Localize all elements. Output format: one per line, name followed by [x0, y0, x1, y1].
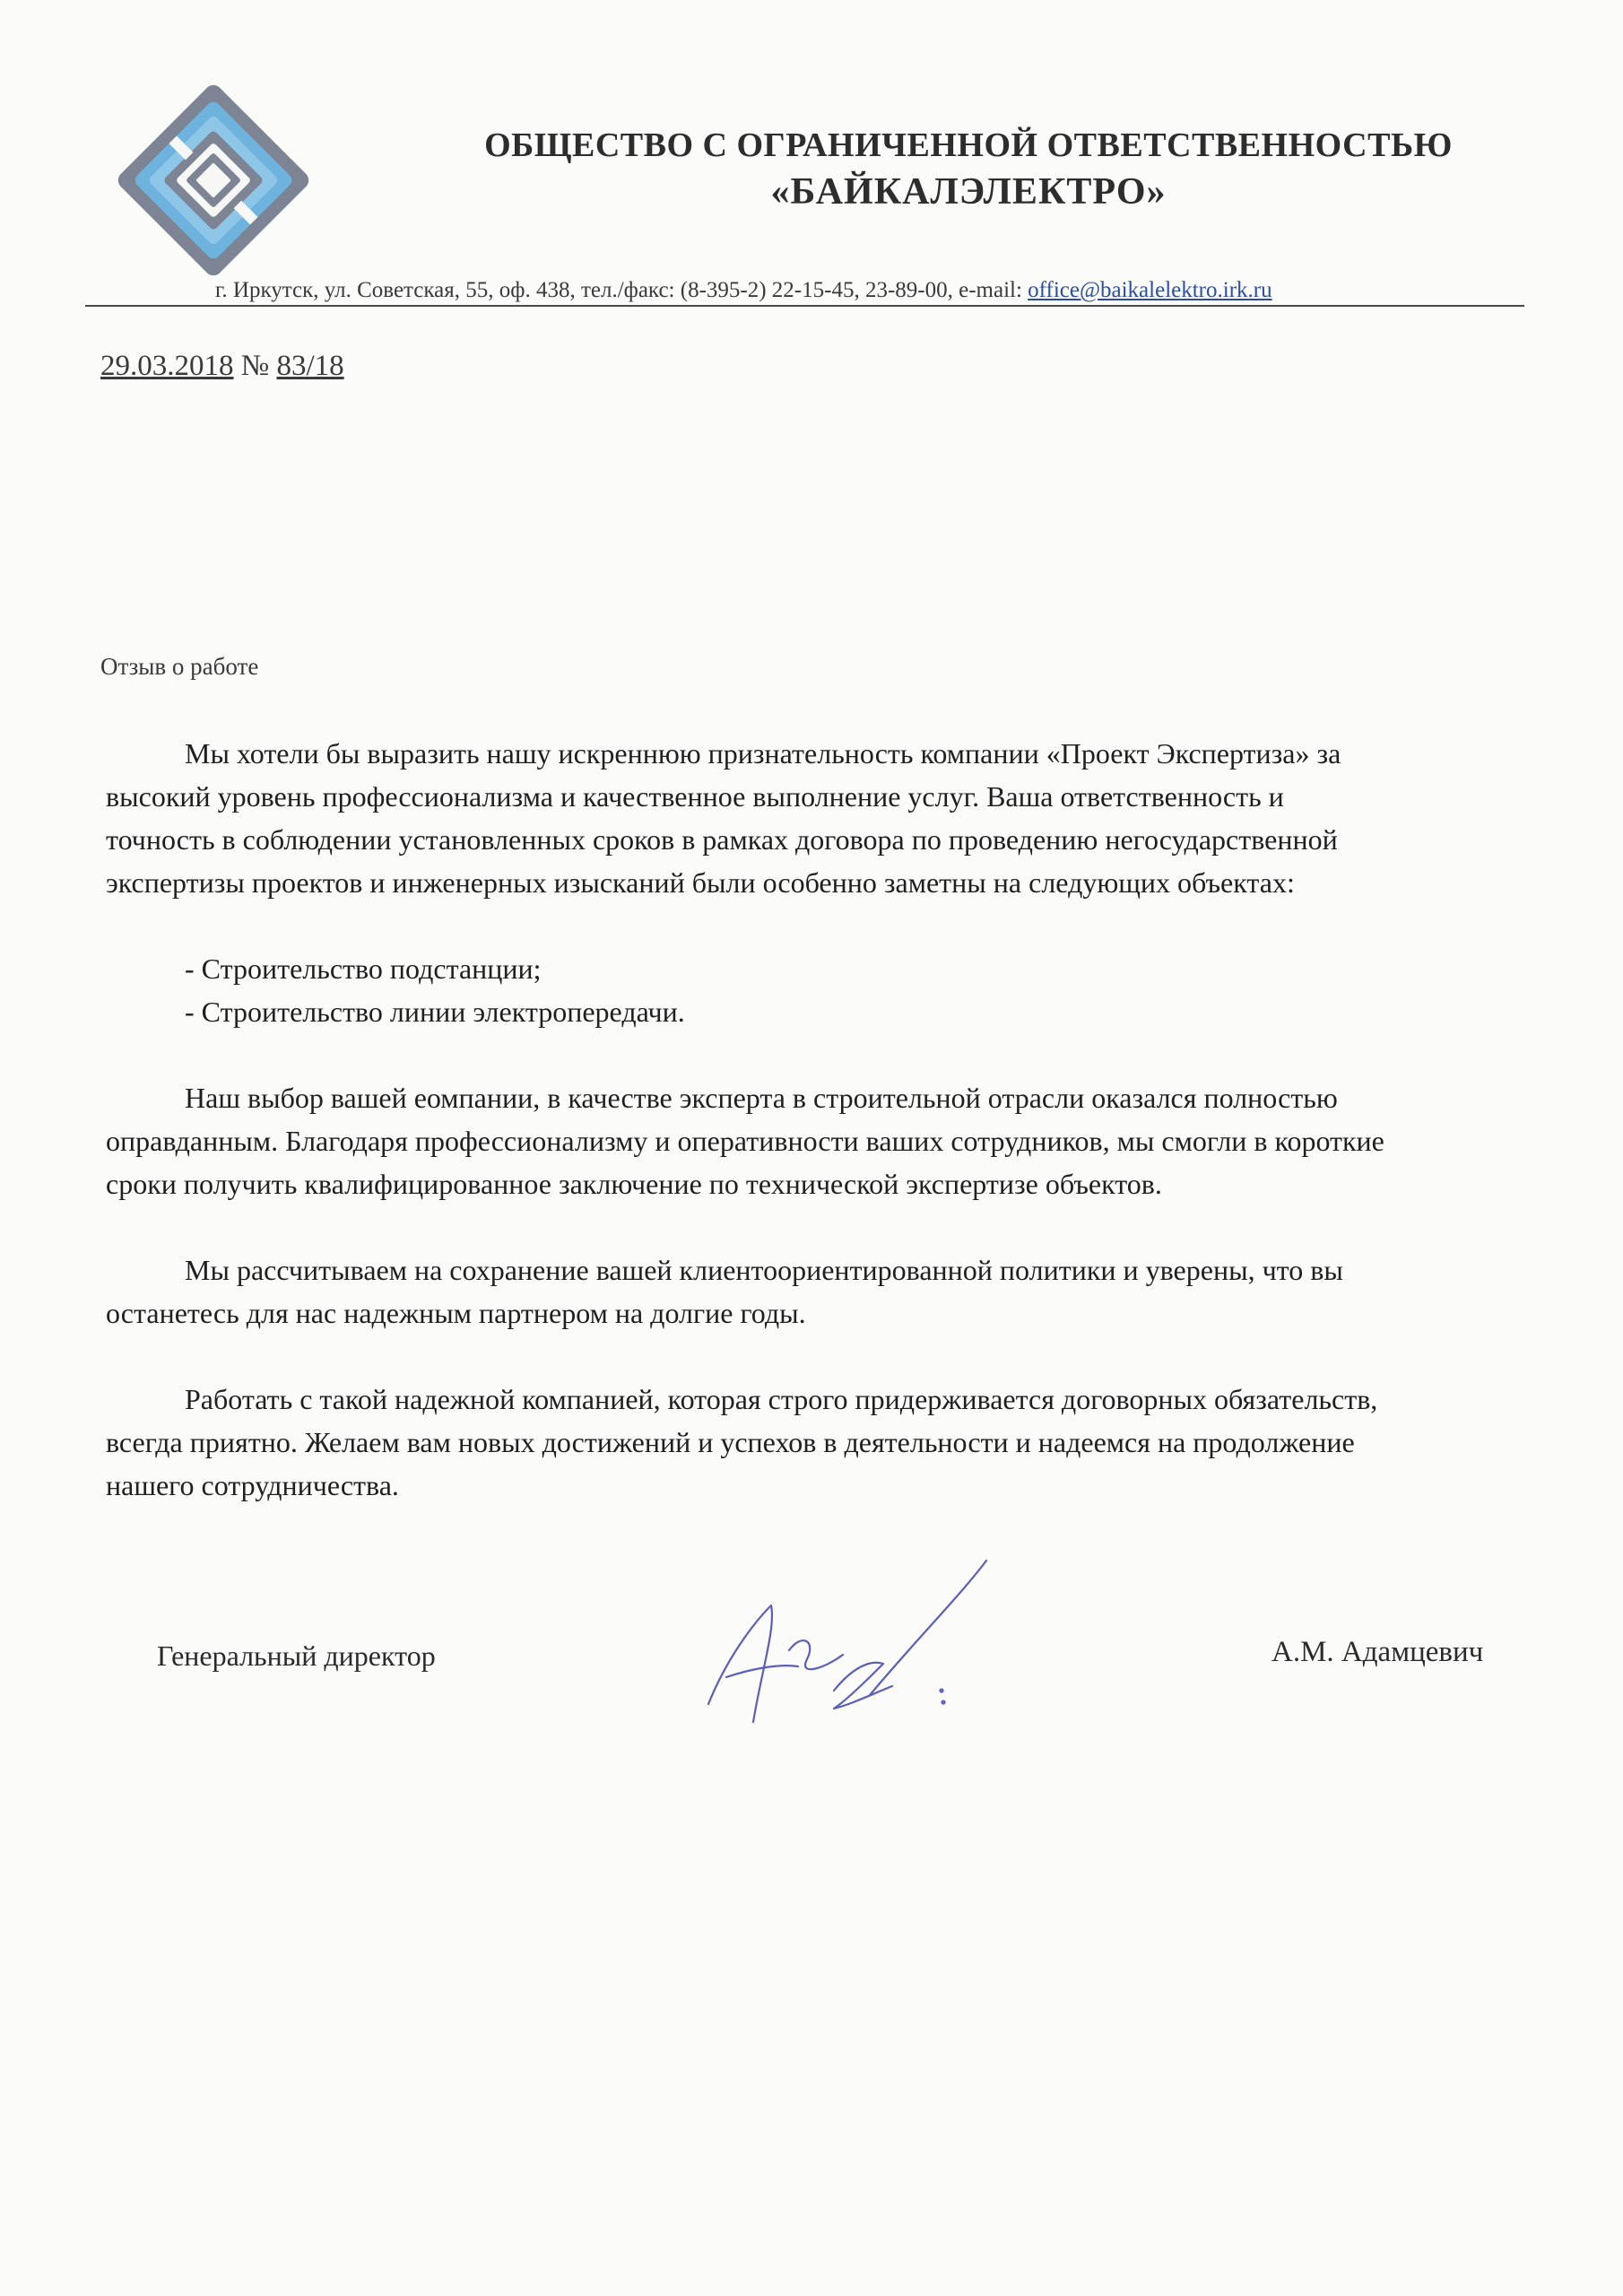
paragraph-2: [106, 1076, 1505, 1205]
list-item: - Строительство линии электропередачи.: [185, 996, 685, 1028]
paragraph-line: Работать с такой надежной компанией, которая строго придерживается договорных обязательств,: [185, 1383, 1378, 1415]
paragraph-4: [106, 1378, 1505, 1507]
paragraph-1: [106, 732, 1505, 904]
letter-reference: [100, 350, 344, 383]
number-sign: №: [240, 350, 270, 382]
company-contacts: [215, 278, 1488, 303]
list-item: - Строительство подстанции;: [185, 952, 542, 985]
paragraph-line: всегда приятно. Желаем вам новых достижений и успехов в деятельности и надеемся на продолжение: [106, 1426, 1355, 1458]
company-name: «БАЙКАЛЭЛЕКТРО»: [770, 171, 1167, 213]
paragraph-line: экспертизы проектов и инженерных изысканий были особенно заметны на следующих объектах:: [106, 866, 1295, 899]
signatory-title: Генеральный директор: [157, 1639, 436, 1672]
email-link[interactable]: office@baikalelektro.irk.ru: [1028, 278, 1272, 302]
paragraph-line: оправданным. Благодаря профессионализму и оперативности ваших сотрудников, мы смогли в короткие: [106, 1125, 1384, 1157]
paragraph-line: сроки получить квалифицированное заключение по технической экспертизе объектов.: [106, 1168, 1162, 1200]
objects-list: [106, 947, 1505, 1033]
letter-date: 29.03.2018: [100, 350, 234, 382]
baikalelektro-logo-icon: [100, 77, 326, 283]
paragraph-line: точность в соблюдении установленных сроков в рамках договора по проведению негосударственной: [106, 823, 1338, 856]
paragraph-line: Мы хотели бы выразить нашу искреннюю признательность компании «Проект Экспертиза» за: [185, 737, 1341, 770]
company-legal-form: ОБЩЕСТВО С ОГРАНИЧЕННОЙ ОТВЕТСТВЕННОСТЬЮ: [484, 126, 1453, 164]
paragraph-line: нашего сотрудничества.: [106, 1469, 399, 1501]
paragraph-line: Наш выбор вашей еомпании, в качестве эксперта в строительной отрасли оказался полностью: [185, 1082, 1338, 1114]
paragraph-line: Мы рассчитываем на сохранение вашей клиентоориентированной политики и уверены, что вы: [185, 1254, 1343, 1286]
contacts-address: г. Иркутск, ул. Советская, 55, оф. 438, тел./факс: (8-395-2) 22-15-45, 23-89-00, e-mail:: [215, 278, 1028, 302]
paragraph-line: высокий уровень профессионализма и качественное выполнение услуг. Ваша ответственность и: [106, 780, 1284, 813]
paragraph-line: останетесь для нас надежным партнером на долгие годы.: [106, 1297, 806, 1329]
paragraph-3: [106, 1248, 1505, 1335]
header-divider: [85, 305, 1524, 307]
handwritten-signature-icon: [690, 1543, 995, 1740]
letter-number: 83/18: [276, 350, 344, 382]
signatory-name: А.М. Адамцевич: [1271, 1636, 1484, 1668]
letter-subject: Отзыв о работе: [100, 653, 259, 680]
